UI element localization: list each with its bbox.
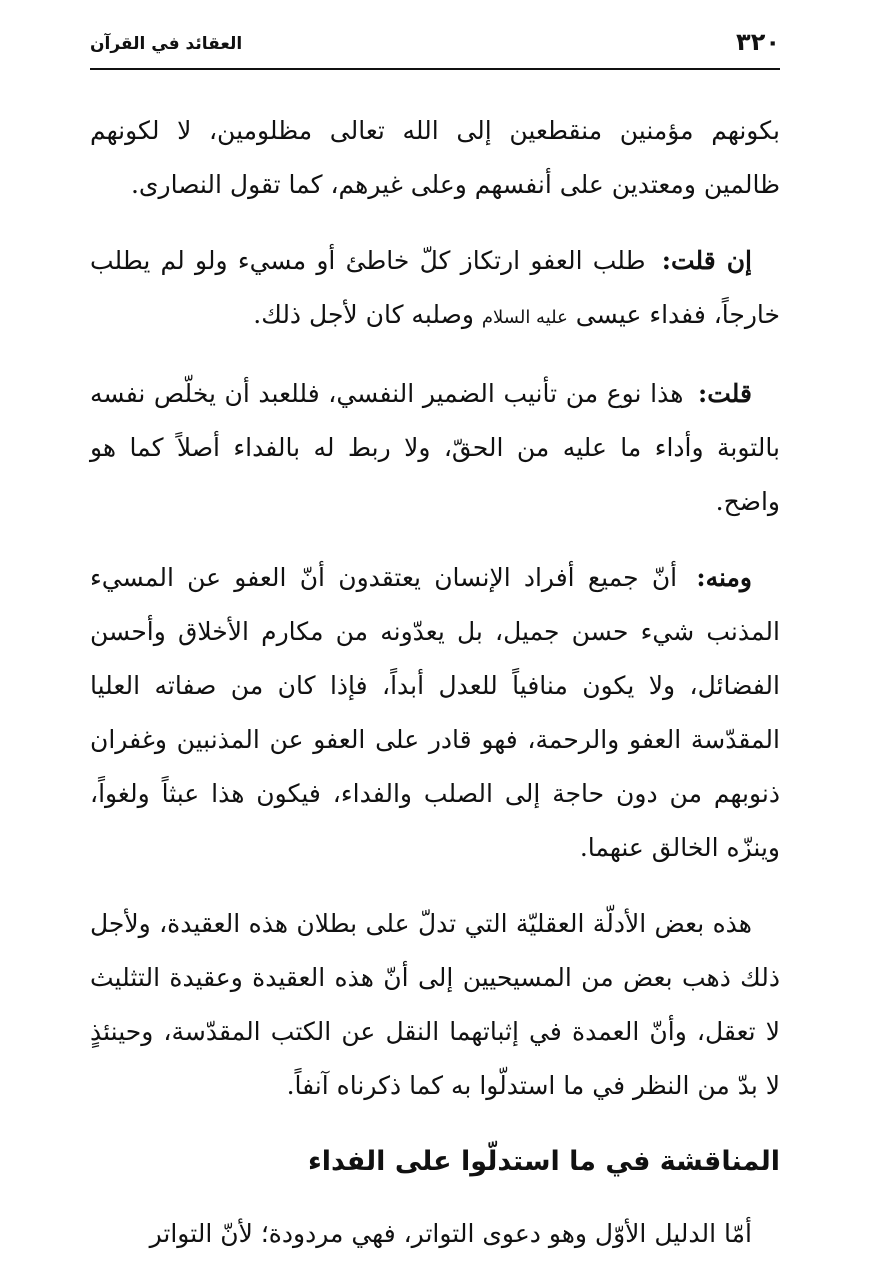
paragraph-text: هذه بعض الأدلّة العقليّة التي تدلّ على بطلان هذه العقيدة، ولأجل ذلك ذهب بعض من المسيحيين إلى أنّ هذه العقيدة وعقيدة التثليث لا تعقل، وأنّ العمدة في إثباتهما النقل عن الكتب المقدّسة، وحينئذٍ لا بدّ من النظر في ما استدلّوا به كما ذكرناه آنفاً. <box>90 909 780 1100</box>
paragraph-text: هذا نوع من تأنيب الضمير النفسي، فللعبد أن يخلّص نفسه بالتوبة وأداء ما عليه من الحقّ، ولا ربط له بالفداء أصلاً كما هو واضح. <box>90 379 780 516</box>
paragraph-lead: ومنه: <box>696 563 752 592</box>
page-body <box>90 104 780 1283</box>
page-header <box>90 22 780 70</box>
paragraph-lead: قلت: <box>697 379 752 408</box>
running-title: العقائد في القرآن <box>90 34 243 54</box>
section-heading: المناقشة في ما استدلّوا على الفداء <box>307 1146 780 1177</box>
paragraph-objection <box>90 234 780 345</box>
paragraph-continuation <box>90 104 780 212</box>
paragraph-text: أمّا الدليل الأوّل وهو دعوى التواتر، فهي مردودة؛ لأنّ التواتر <box>149 1219 752 1248</box>
honorific-glyph: عليه السلام <box>481 307 568 328</box>
paragraph-final <box>90 1207 780 1261</box>
paragraph-argument <box>90 551 780 875</box>
paragraph-lead: إن قلت: <box>661 246 753 275</box>
paragraph-text: طلب العفو ارتكاز كلّ خاطئ أو مسيء ولو لم يطلب خارجاً، ففداء عيسى <box>90 246 780 329</box>
paragraph-text-after: وصلبه كان لأجل ذلك. <box>253 300 474 329</box>
paragraph-answer <box>90 367 780 529</box>
paragraph-summary <box>90 897 780 1113</box>
page-number: ٣٢٠ <box>736 28 780 56</box>
paragraph-text: أنّ جميع أفراد الإنسان يعتقدون أنّ العفو عن المسيء المذنب شيء حسن جميل، بل يعدّونه من مكارم الأخلاق وأحسن الفضائل، ولا يكون منافياً للعدل أبداً، فإذا كان من صفاته العليا المقدّسة العفو والرحمة، فهو قادر على العفو عن المذنبين وغفران ذنوبهم من دون حاجة إلى الصلب والفداء، فيكون هذا عبثاً ولغواً، وينزّه الخالق عنهما. <box>90 563 780 862</box>
paragraph-text: بكونهم مؤمنين منقطعين إلى الله تعالى مظلومين، لا لكونهم ظالمين ومعتدين على أنفسهم وعلى غيرهم، كما تقول النصارى. <box>90 116 780 199</box>
